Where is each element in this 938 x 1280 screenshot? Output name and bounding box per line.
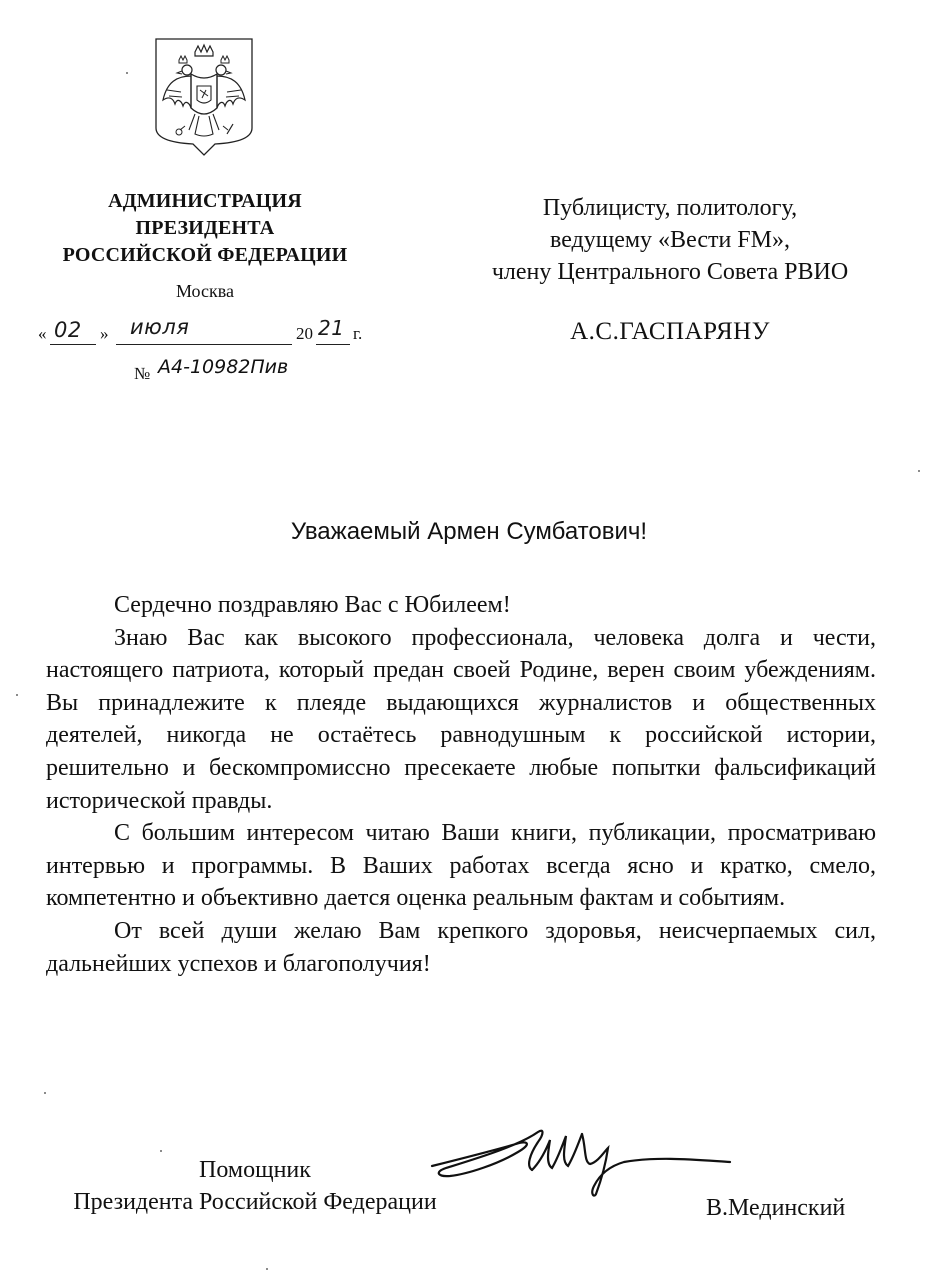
date-month: июля — [130, 315, 190, 339]
reg-number: А4-10982Пив — [158, 356, 289, 378]
signatory-title-line: Президента Российской Федерации — [73, 1189, 437, 1215]
scan-speck — [918, 470, 920, 472]
date-day-underline — [50, 344, 96, 345]
reg-label: № — [134, 364, 151, 383]
organization-name — [40, 188, 370, 269]
letter-body — [46, 589, 876, 980]
date-year-prefix: 20 — [296, 324, 313, 343]
addressee-line: ведущему «Вести FM», — [550, 227, 790, 253]
addressee-line: члену Центрального Совета РВИО — [491, 259, 849, 285]
body-paragraph: С большим интересом читаю Ваши книги, публикации, просматриваю интервью и программы. В Ваших работах всегда ясно и кратко, смело, компетентно и объективно дается оценка реальным фактам и событиям. — [46, 820, 876, 912]
date-year-underline — [316, 344, 350, 345]
city: Москва — [176, 281, 234, 301]
addressee — [440, 192, 900, 288]
scan-speck — [160, 1150, 162, 1152]
signatory-title-line: Помощник — [199, 1157, 311, 1183]
date-line — [38, 315, 378, 352]
date-year-suffix: 21 — [318, 316, 345, 340]
date-day: 02 — [54, 318, 82, 342]
org-line: ПРЕЗИДЕНТА — [135, 217, 275, 239]
body-paragraph: Знаю Вас как высокого профессионала, человека долга и чести, настоящего патриота, который предан своей Родине, верен своим убеждениям. Вы принадлежите к плеяде выдающихся журналистов и общественных деятелей, никогда не остаётесь равнодушным к российской истории, решительно и бескомпромиссно пресекаете любые попытки фальсификаций исторической правды. — [46, 624, 876, 814]
handwritten-signature — [428, 1122, 738, 1202]
date-close-quote: » — [100, 324, 109, 343]
org-line: АДМИНИСТРАЦИЯ — [108, 190, 302, 212]
signatory-title — [40, 1154, 470, 1218]
scan-speck — [266, 1268, 268, 1270]
org-line: РОССИЙСКОЙ ФЕДЕРАЦИИ — [62, 244, 348, 266]
addressee-name: А.С.ГАСПАРЯНУ — [570, 318, 770, 345]
signatory-name: В.Мединский — [706, 1195, 846, 1221]
scan-speck — [16, 694, 18, 696]
body-paragraph: Сердечно поздравляю Вас с Юбилеем! — [114, 592, 511, 618]
scan-speck — [44, 1092, 46, 1094]
addressee-line: Публицисту, политологу, — [542, 195, 798, 221]
date-year-suffix-label: г. — [353, 324, 363, 343]
date-open-quote: « — [38, 324, 47, 343]
date-month-underline — [116, 344, 292, 345]
salutation: Уважаемый Армен Сумбатович! — [290, 518, 648, 545]
body-paragraph: От всей души желаю Вам крепкого здоровья, неисчерпаемых сил, дальнейших успехов и благополучия! — [46, 917, 876, 977]
scan-speck — [126, 72, 128, 74]
russian-coat-of-arms-icon — [155, 38, 253, 156]
